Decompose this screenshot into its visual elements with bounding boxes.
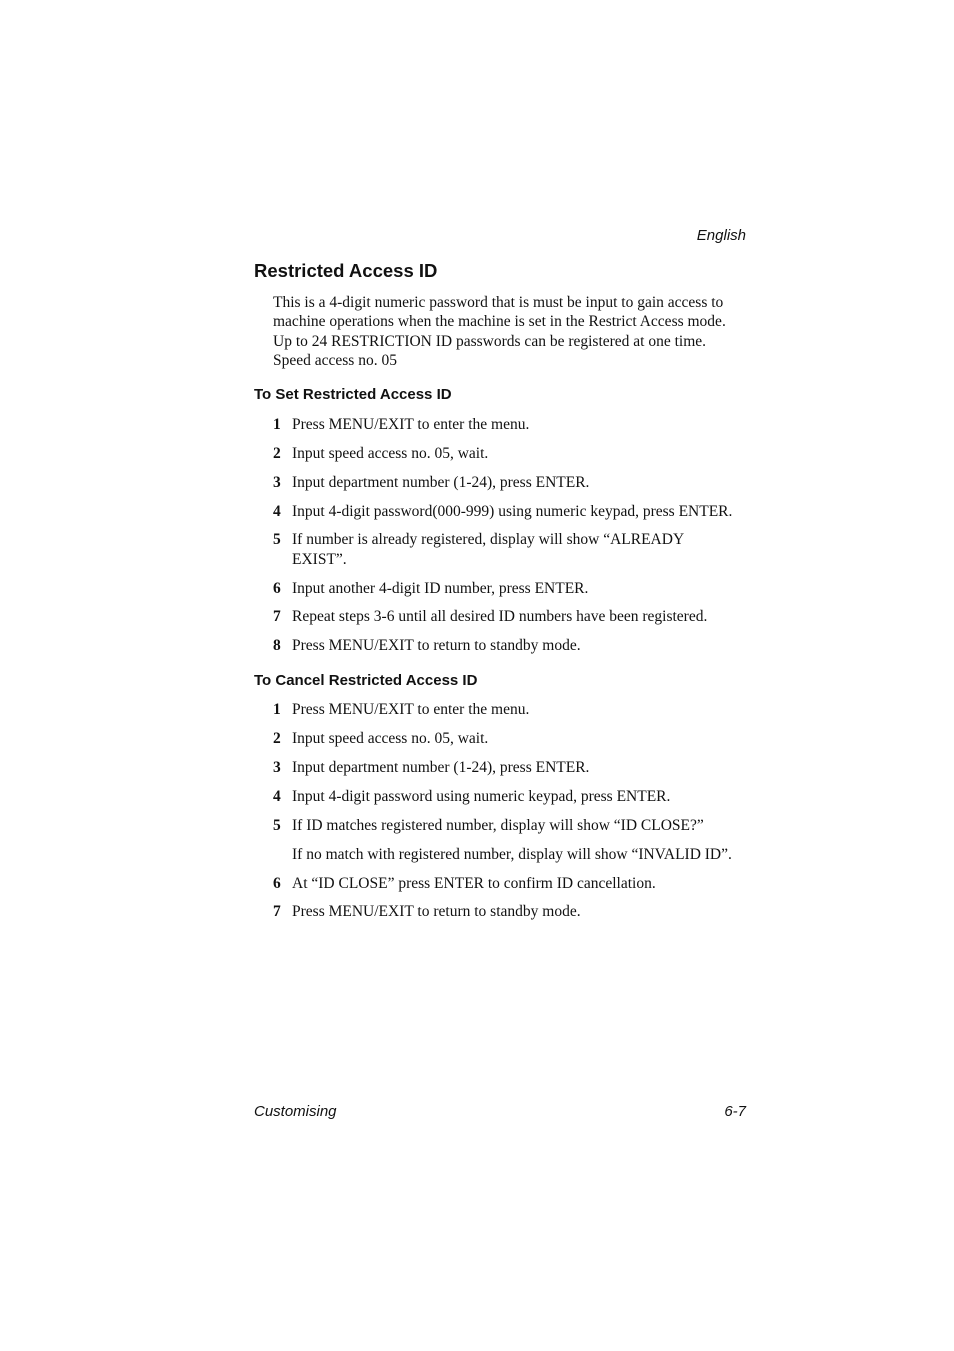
intro-line: This is a 4-digit numeric password that is must be input to gain access to bbox=[273, 294, 724, 311]
step-text: Input another 4-digit ID number, press ENTER. bbox=[292, 580, 589, 597]
step-text: If ID matches registered number, display will show “ID CLOSE?” bbox=[292, 817, 704, 834]
step-number: 5 bbox=[273, 531, 281, 548]
set-step-3 bbox=[273, 473, 589, 493]
set-step-6 bbox=[273, 579, 588, 599]
step-number: 3 bbox=[273, 759, 281, 776]
step-text: Input department number (1-24), press ENTER. bbox=[292, 759, 590, 776]
cancel-section-heading: To Cancel Restricted Access ID bbox=[254, 672, 478, 689]
set-step-2 bbox=[273, 444, 488, 464]
step-number: 6 bbox=[273, 580, 281, 597]
cancel-step-2 bbox=[273, 729, 488, 749]
cancel-step-7 bbox=[273, 902, 581, 922]
intro-paragraph bbox=[273, 293, 753, 370]
language-label: English bbox=[696, 227, 746, 244]
step-number: 2 bbox=[273, 445, 281, 462]
intro-line: Up to 24 RESTRICTION ID passwords can be registered at one time. bbox=[273, 332, 707, 350]
set-step-7 bbox=[273, 607, 707, 627]
step-text: Input department number (1-24), press ENTER. bbox=[292, 474, 590, 491]
step-number: 8 bbox=[273, 637, 281, 654]
step-number: 4 bbox=[273, 788, 281, 805]
page-title: Restricted Access ID bbox=[254, 260, 438, 281]
step-text: Input speed access no. 05, wait. bbox=[292, 730, 489, 747]
set-step-8 bbox=[273, 636, 581, 656]
set-step-1 bbox=[273, 415, 529, 435]
step-text: Input 4-digit password using numeric keypad, press ENTER. bbox=[292, 788, 671, 805]
set-step-5 bbox=[273, 530, 684, 569]
step-number: 6 bbox=[273, 875, 281, 892]
step-text: Repeat steps 3-6 until all desired ID numbers have been registered. bbox=[292, 608, 708, 625]
cancel-step-6 bbox=[273, 874, 656, 894]
footer-page-number: 6-7 bbox=[724, 1103, 746, 1120]
cancel-step-1 bbox=[273, 700, 529, 720]
cancel-step-5 bbox=[273, 816, 704, 836]
step-number: 7 bbox=[273, 608, 281, 625]
set-section-heading: To Set Restricted Access ID bbox=[254, 386, 452, 403]
step-text: Input speed access no. 05, wait. bbox=[292, 445, 489, 462]
step-number: 4 bbox=[273, 503, 281, 520]
step-text: Input 4-digit password(000-999) using numeric keypad, press ENTER. bbox=[292, 503, 733, 520]
step-text: If number is already registered, display will show “ALREADY bbox=[292, 531, 685, 548]
step-number: 1 bbox=[273, 416, 281, 433]
step-text: Press MENU/EXIT to return to standby mode. bbox=[292, 637, 581, 654]
step-text: Press MENU/EXIT to enter the menu. bbox=[292, 701, 530, 718]
step-text: Press MENU/EXIT to enter the menu. bbox=[292, 416, 530, 433]
step-text: EXIST”. bbox=[292, 550, 347, 568]
step-number: 1 bbox=[273, 701, 281, 718]
footer-section-label: Customising bbox=[254, 1103, 337, 1120]
set-step-4 bbox=[273, 502, 732, 522]
intro-line: Speed access no. 05 bbox=[273, 351, 397, 369]
step-number: 5 bbox=[273, 817, 281, 834]
step-text: At “ID CLOSE” press ENTER to confirm ID cancellation. bbox=[292, 875, 656, 892]
intro-line: machine operations when the machine is set in the Restrict Access mode. bbox=[273, 313, 726, 331]
cancel-step-3 bbox=[273, 758, 589, 778]
cancel-step-5-note: If no match with registered number, display will show “INVALID ID”. bbox=[292, 846, 732, 863]
cancel-step-4 bbox=[273, 787, 670, 807]
step-number: 7 bbox=[273, 903, 281, 920]
step-number: 2 bbox=[273, 730, 281, 747]
step-text: Press MENU/EXIT to return to standby mode. bbox=[292, 903, 581, 920]
step-number: 3 bbox=[273, 474, 281, 491]
